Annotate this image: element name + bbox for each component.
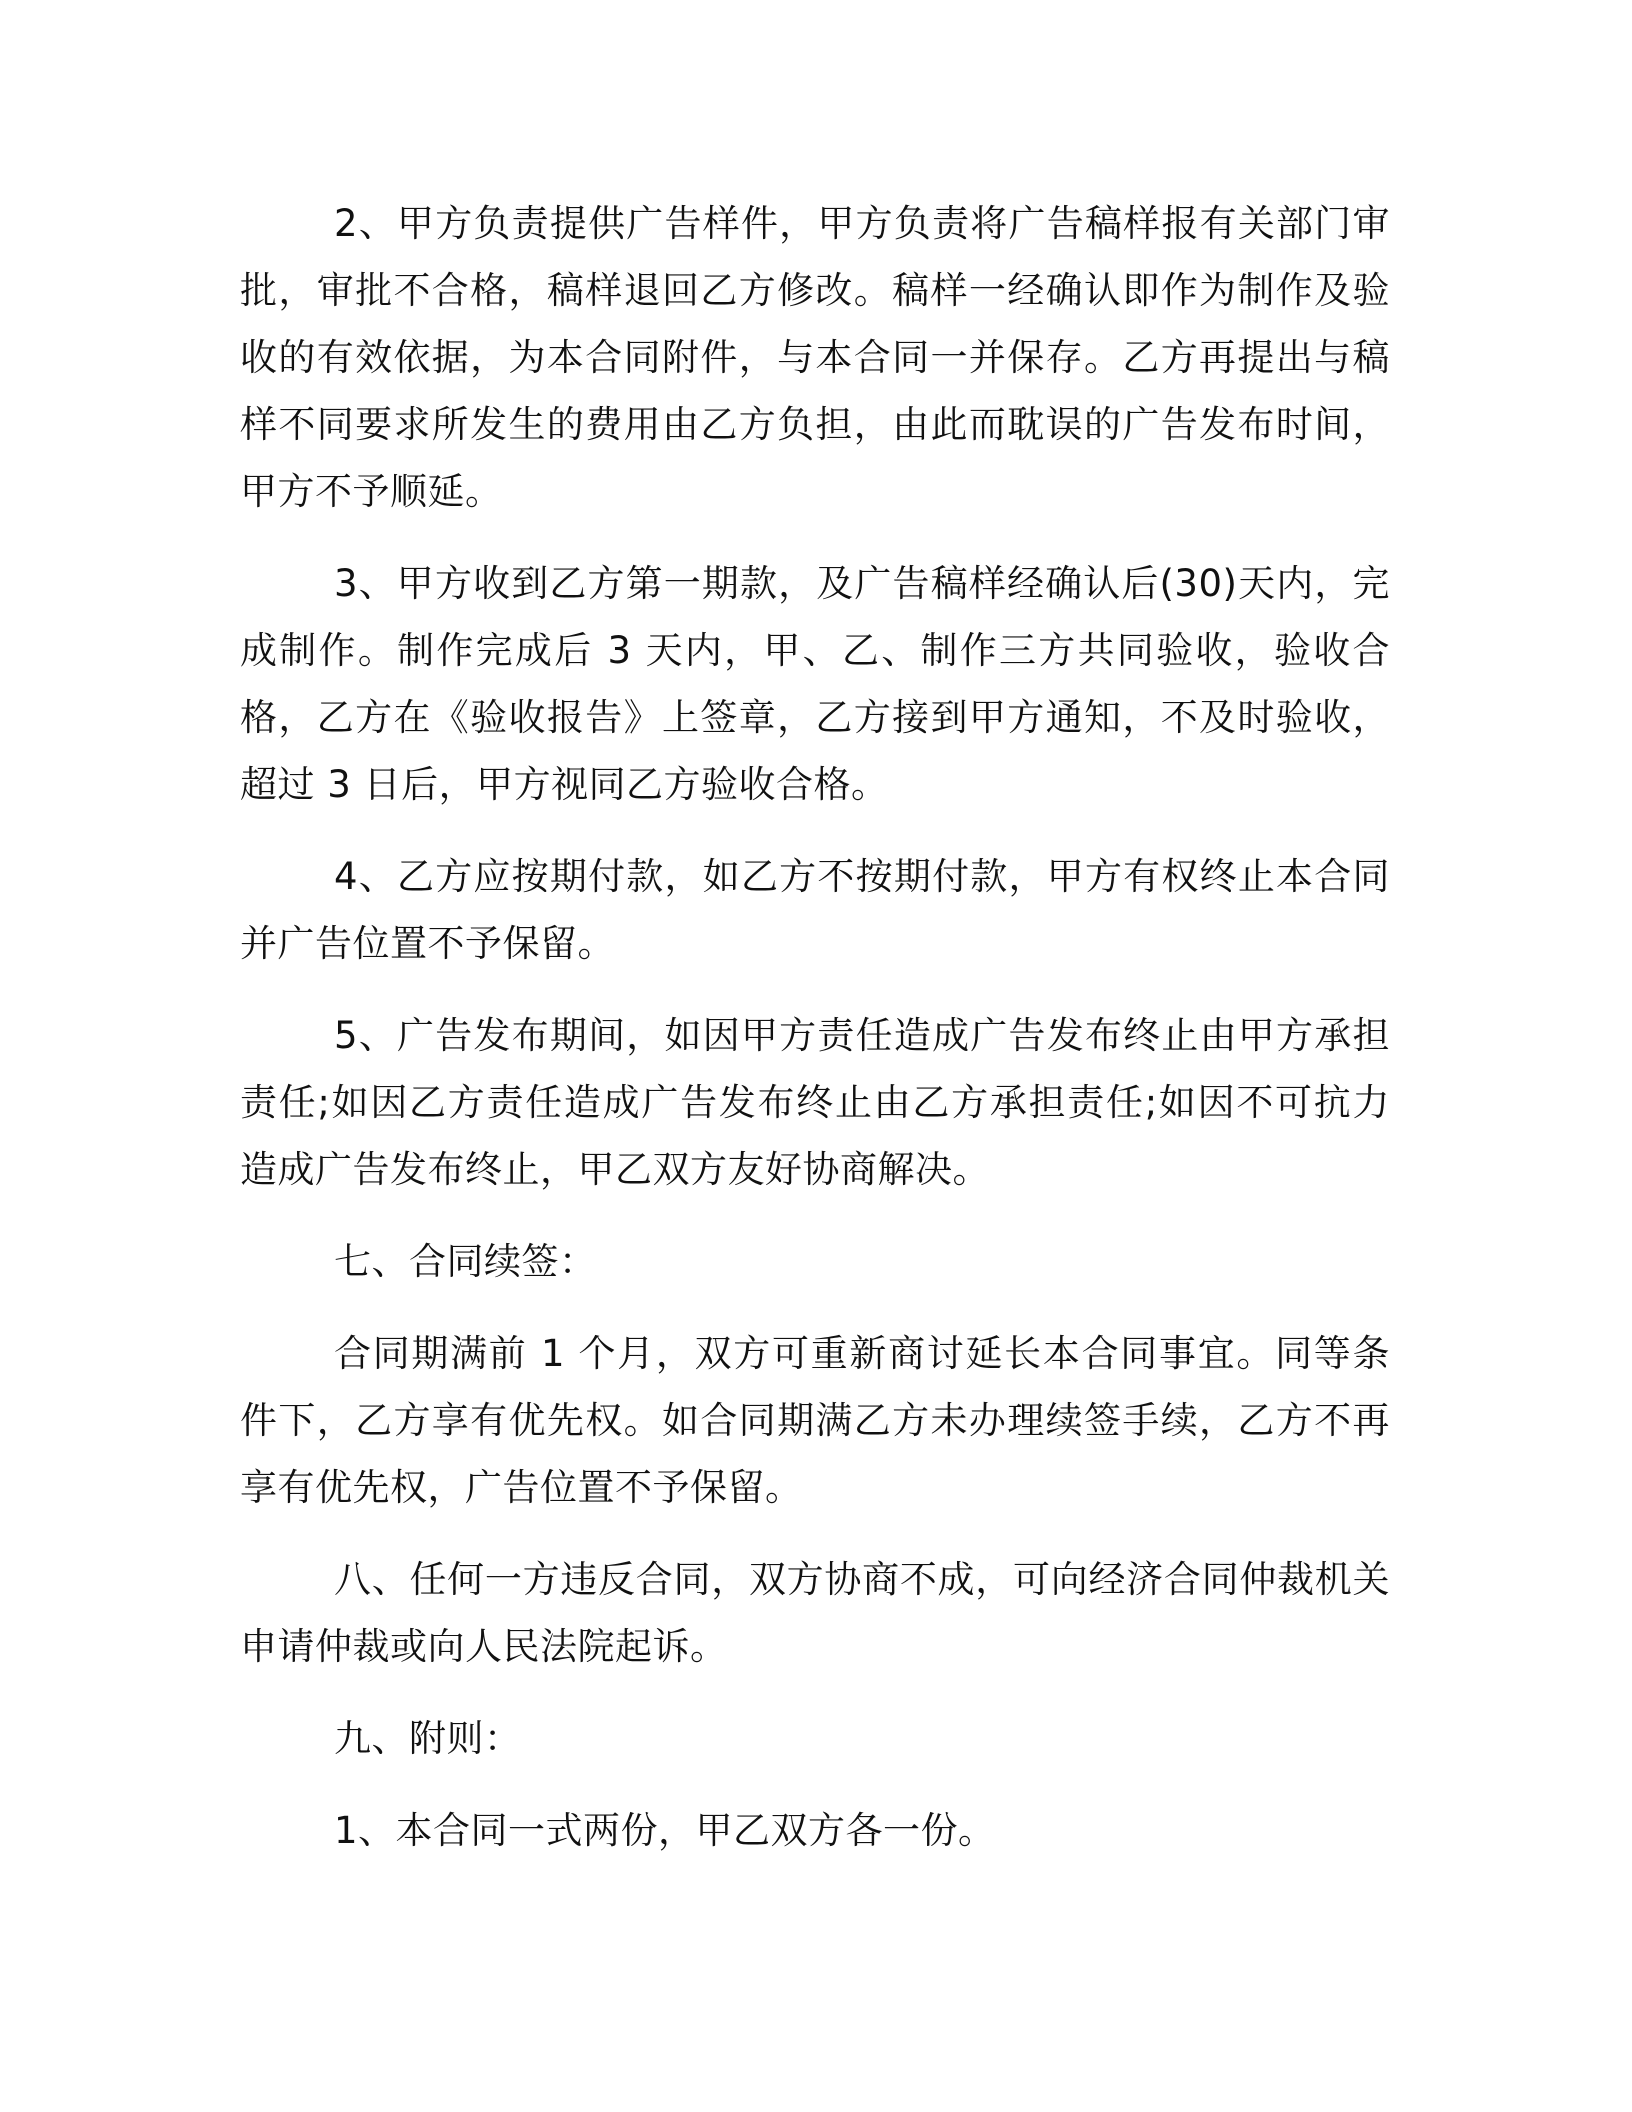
renewal-paragraph: 合同期满前 1 个月，双方可重新商讨延长本合同事宜。同等条件下，乙方享有优先权。如合同期满乙方未办理续签手续，乙方不再享有优先权，广告位置不予保留。 [240, 1332, 1390, 1509]
clause-3-paragraph: 3、甲方收到乙方第一期款，及广告稿样经确认后(30)天内，完成制作。制作完成后 3 天内，甲、乙、制作三方共同验收，验收合格，乙方在《验收报告》上签章，乙方接到甲方通知，不及时验收，超过 3 日后，甲方视同乙方验收合格。 [240, 562, 1390, 806]
section-7-heading: 七、合同续签： [334, 1240, 597, 1283]
clause-2-paragraph: 2、甲方负责提供广告样件，甲方负责将广告稿样报有关部门审批，审批不合格，稿样退回乙方修改。稿样一经确认即作为制作及验收的有效依据，为本合同附件，与本合同一并保存。乙方再提出与稿样不同要求所发生的费用由乙方负担，由此而耽误的广告发布时间，甲方不予顺延。 [240, 202, 1390, 513]
clause-5-paragraph: 5、广告发布期间，如因甲方责任造成广告发布终止由甲方承担责任;如因乙方责任造成广告发布终止由乙方承担责任;如因不可抗力造成广告发布终止，甲乙双方友好协商解决。 [240, 1014, 1390, 1191]
section-9-heading: 九、附则： [334, 1717, 522, 1760]
document-body [240, 190, 1390, 1889]
section-8-paragraph: 八、任何一方违反合同，双方协商不成，可向经济合同仲裁机关申请仲裁或向人民法院起诉。 [240, 1558, 1390, 1668]
appendix-clause-1-paragraph: 1、本合同一式两份，甲乙双方各一份。 [334, 1809, 996, 1852]
clause-4-paragraph: 4、乙方应按期付款，如乙方不按期付款，甲方有权终止本合同并广告位置不予保留。 [240, 855, 1390, 965]
